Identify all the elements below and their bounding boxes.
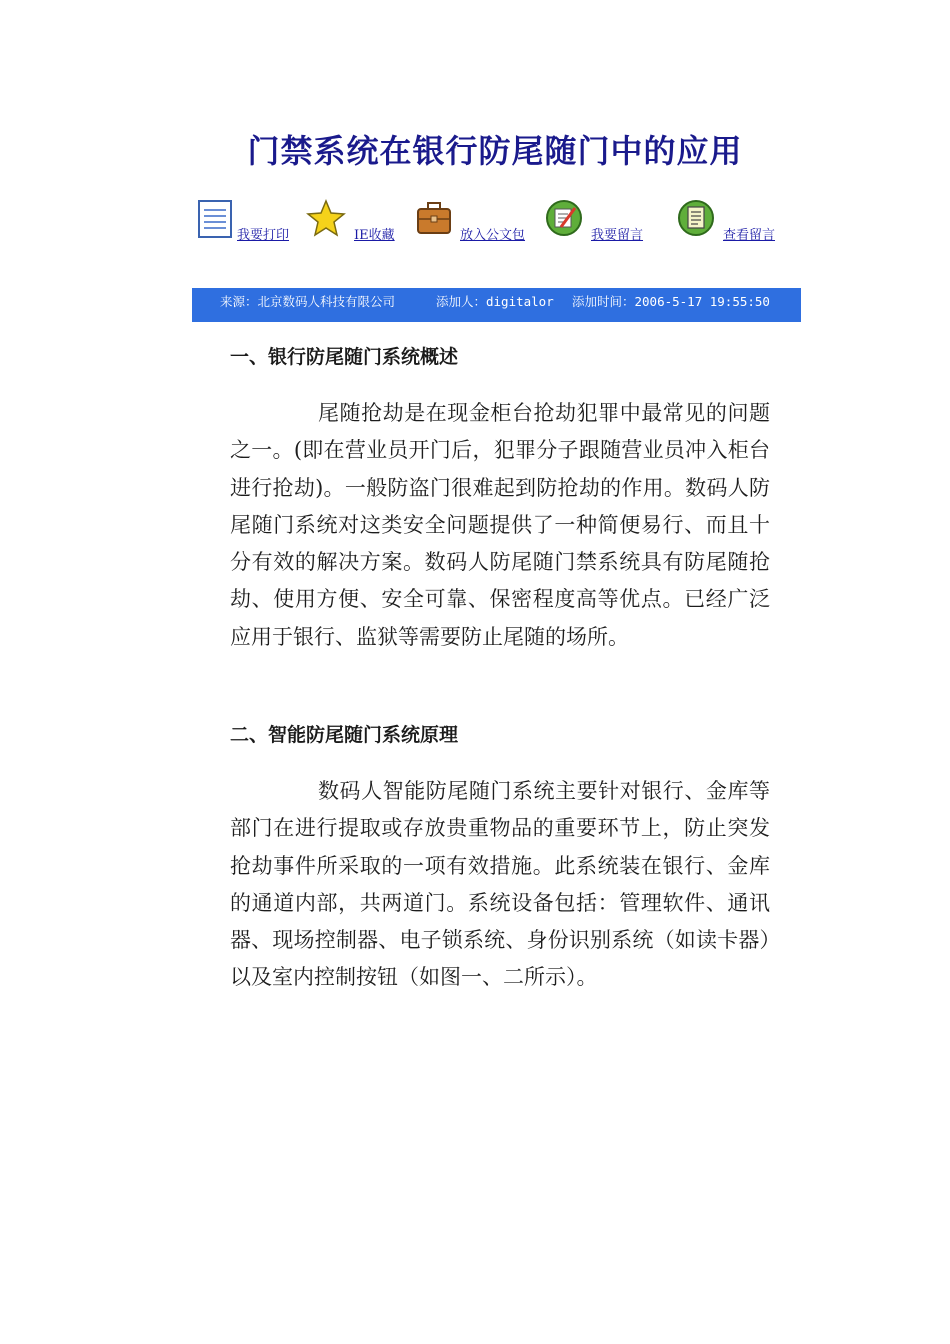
print-document-icon <box>196 198 234 238</box>
print-button[interactable] <box>196 196 306 246</box>
view-messages-button[interactable] <box>676 196 786 246</box>
briefcase-icon <box>414 198 452 238</box>
leave-message-button[interactable] <box>544 196 654 246</box>
leave-message-label: 我要留言 <box>591 228 644 243</box>
add-to-briefcase-label: 放入公文包 <box>460 228 526 243</box>
section-heading: 一、银行防尾随门系统概述 <box>230 346 459 368</box>
write-message-icon <box>544 198 582 238</box>
section-paragraph: 数码人智能防尾随门系统主要针对银行、金库等部门在进行提取或存放贵重物品的重要环节上，防止突发抢劫事件所采取的一项有效措施。此系统装在银行、金库的通道内部，共两道门。系统设备包括：管理软件、通讯器、现场控制器、电子锁系统、身份识别系统（如读卡器）以及室内控制按钮（如图一、二所示）。 <box>230 779 770 990</box>
article-meta-bar <box>192 288 801 322</box>
added-by-text: 添加人：digitalor <box>436 294 554 309</box>
star-favorite-icon <box>306 198 344 238</box>
print-label: 我要打印 <box>237 228 290 243</box>
section-paragraph: 尾随抢劫是在现金柜台抢劫犯罪中最常见的问题之一。(即在营业员开门后，犯罪分子跟随营业员冲入柜台进行抢劫)。一般防盗门很难起到防抢劫的作用。数码人防尾随门系统对这类安全问题提供了一种简便易行、而且十分有效的解决方案。数码人防尾随门禁系统具有防尾随抢劫、使用方便、安全可靠、保密程度高等优点。已经广泛应用于银行、监狱等需要防止尾随的场所。 <box>230 401 770 649</box>
view-messages-icon <box>676 198 714 238</box>
added-time-text: 添加时间：2006-5-17 19:55:50 <box>572 294 770 309</box>
section-heading: 二、智能防尾随门系统原理 <box>230 724 459 746</box>
article-toolbar <box>0 196 950 246</box>
source-text: 来源：北京数码人科技有限公司 <box>220 294 396 309</box>
ie-favorite-button[interactable] <box>306 196 406 246</box>
add-to-briefcase-button[interactable] <box>414 196 534 246</box>
view-messages-label: 查看留言 <box>723 228 776 243</box>
ie-favorite-label: IE收藏 <box>354 228 395 243</box>
article-title: 门禁系统在银行防尾随门中的应用 <box>247 132 743 170</box>
